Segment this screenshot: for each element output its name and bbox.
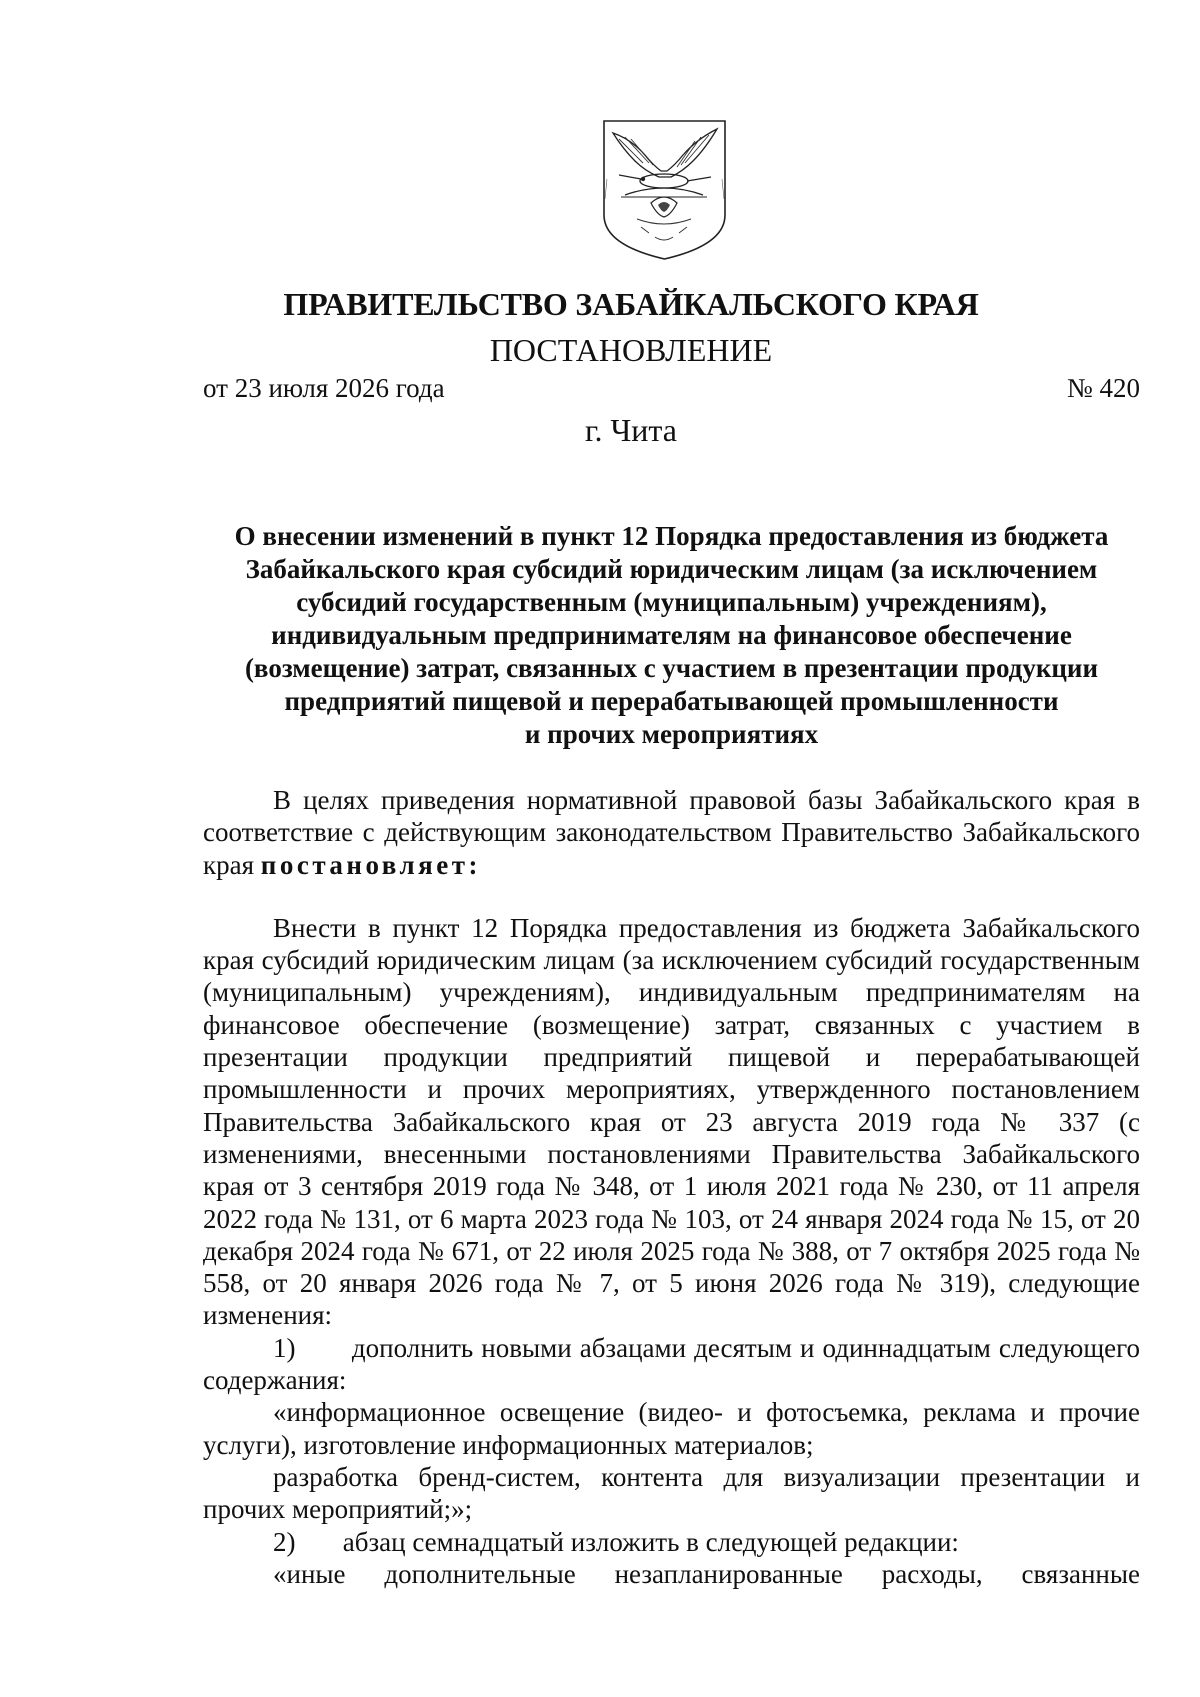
quote-3-paragraph — [203, 1558, 1140, 1590]
document-type: ПОСТАНОВЛЕНИЕ — [489, 332, 773, 368]
government-title: ПРАВИТЕЛЬСТВО ЗАБАЙКАЛЬСКОГО КРАЯ — [283, 286, 979, 322]
document-city: г. Чита — [584, 412, 677, 448]
preamble-paragraph — [203, 784, 1140, 881]
subject-line: Забайкальского края субсидий юридическим лицам (за исключением — [245, 554, 1098, 584]
subject-line: и прочих мероприятиях — [524, 719, 819, 749]
item-2-paragraph — [203, 1526, 1140, 1558]
item-1-text: дополнить новыми абзацами десятым и одиннадцатым следующего содержания: — [203, 1332, 1141, 1396]
main-paragraph: Внести в пункт 12 Порядка предоставления из бюджета Забайкальского края субсидий юридическим лицам (за исключением субсидий государственным (муниципальным) учреждениям), индивидуальным предпринимателям на финансовое обеспечение (возмещение) затрат, связанных с участием в презентации продукции предприятий пищевой и перерабатывающей промышленности и прочих мероприятиях, утвержденного постановлением Правительства Забайкальского края от 23 августа 2019 года № 337 (с изменениями, внесенными постановлениями Правительства Забайкальского края от 3 сентября 2019 года № 348, от 1 июля 2021 года № 230, от 11 апреля 2022 года № 131, от 6 марта 2023 года № 103, от 24 января 2024 года № 15, от 20 декабря 2024 года № 671, от 22 июля 2025 года № 388, от 7 октября 2025 года № 558, от 20 января 2026 года № 7, от 5 июня 2026 года № 319), следующие изменения: — [203, 912, 1140, 1331]
document-subject — [203, 520, 1140, 751]
resolves-word: постановляет: — [260, 849, 482, 880]
document-date: от 23 июля 2026 года — [203, 373, 445, 403]
quote-1-paragraph: «информационное освещение (видео- и фотосъемка, реклама и прочие услуги), изготовление информационных материалов; — [203, 1397, 1140, 1460]
date-number-line — [203, 370, 1140, 406]
document-number: № 420 — [1066, 373, 1140, 403]
subject-line: предприятий пищевой и перерабатывающей промышленности — [284, 686, 1059, 716]
quote-2-paragraph: разработка бренд-систем, контента для визуализации презентации и прочих мероприятий;»; — [203, 1461, 1140, 1525]
subject-line: (возмещение) затрат, связанных с участием в презентации продукции — [244, 653, 1099, 683]
item-2-number: 2) — [273, 1526, 296, 1557]
item-2-text: абзац семнадцатый изложить в следующей редакции: — [342, 1526, 959, 1557]
item-1-number: 1) — [273, 1332, 296, 1363]
coat-of-arms-emblem-icon — [601, 119, 728, 261]
subject-line: субсидий государственным (муниципальным) учреждениям), — [296, 587, 1047, 617]
item-1-paragraph — [203, 1332, 1140, 1397]
subject-line: индивидуальным предпринимателям на финансовое обеспечение — [271, 620, 1072, 650]
preamble-text: В целях приведения нормативной правовой базы Забайкальского края в соответствие с действующим законодательством Правительство Забайкальского края — [203, 785, 1140, 880]
subject-line: О внесении изменений в пункт 12 Порядка предоставления из бюджета — [234, 521, 1109, 551]
document-body — [203, 784, 1140, 1590]
quote-3-text: «иные дополнительные незапланированные расходы, связанные — [273, 1558, 1140, 1589]
